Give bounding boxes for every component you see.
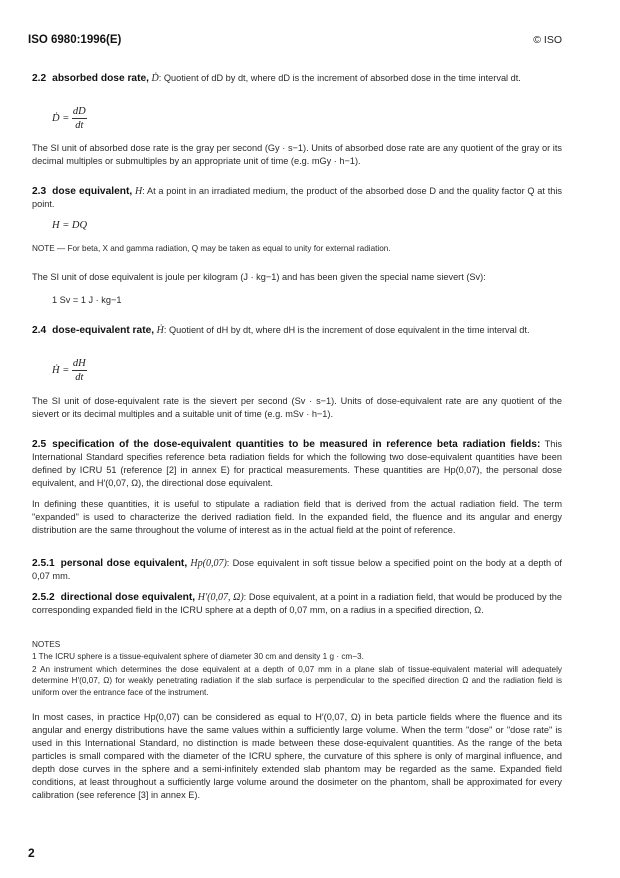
clause-number: 2.3	[32, 186, 47, 197]
document-id: ISO 6980:1996(E)	[28, 34, 122, 46]
paragraph-si-unit-dose-equivalent: The SI unit of dose equivalent is joule per kilogram (J · kg−1) and has been given the special name sievert (Sv):	[32, 272, 486, 282]
equation-numerator: dH	[72, 358, 86, 369]
notes-heading: NOTES	[32, 640, 61, 649]
clause-definition: : Dose equivalent, at a point in a radiation field, that would be produced by the corresponding expanded field in the ICRU sphere at a depth of 0,07 mm, on a radius in a specified direction, Ω.	[32, 592, 562, 615]
clause-number: 2.5.1	[32, 558, 55, 569]
paragraph-expanded-field: In defining these quantities, it is useful to stipulate a radiation field that is derived from the actual radiation field. The term "expanded" is used to characterize the derived radiation field. In the expanded field, the fluence and its angular and energy distribution are the same throughout the volume of interest as in the actual field at the point of reference.	[32, 499, 562, 535]
clause-2-2	[32, 72, 562, 85]
note-2-instrument: 2 An instrument which determines the dose equivalent at a depth of 0,07 mm in a plane slab of tissue-equivalent material will adequately determine H′(0,07, Ω) for weakly penetrating radiation if the slab surface is perpendicular to the specified direction Ω and the radiation field is uniform over the entrance face of the instrument.	[32, 665, 562, 697]
clause-title: dose-equivalent rate,	[52, 325, 155, 336]
equation-denominator: dt	[75, 120, 84, 131]
clause-symbol: H′(0,07, Ω)	[197, 592, 244, 603]
copyright-mark: © ISO	[533, 34, 562, 46]
equation-lhs: Ḣ =	[52, 364, 70, 376]
clause-2-5-2	[32, 591, 562, 617]
clause-definition: : Dose equivalent in soft tissue below a specified point on the body at a depth of 0,07 mm.	[32, 558, 562, 581]
clause-title: dose equivalent,	[52, 186, 133, 197]
clause-symbol: Hp(0,07)	[190, 558, 227, 569]
clause-2-4	[32, 324, 562, 337]
paragraph-si-unit-dose-equivalent-rate: The SI unit of dose-equivalent rate is the sievert per second (Sv · s−1). Units of dose-equivalent rate are any quotient of the sievert or its decimal multiples and a suitable unit of time (e.g. mSv · h−1).	[32, 396, 562, 419]
equation-denominator: dt	[75, 372, 84, 383]
clause-title: absorbed dose rate,	[52, 73, 149, 84]
clause-2-5	[32, 438, 562, 490]
equation-dose-equivalent-rate	[52, 358, 87, 383]
note-1-icru-sphere: 1 The ICRU sphere is a tissue-equivalent sphere of diameter 30 cm and density 1 g · cm−3.	[32, 652, 364, 661]
clause-definition: : Quotient of dD by dt, where dD is the increment of absorbed dose in the time interval dt.	[158, 73, 521, 83]
clause-number: 2.4	[32, 325, 47, 336]
clause-title: personal dose equivalent,	[60, 558, 188, 569]
equation-lhs: Ḋ =	[52, 112, 70, 124]
clause-2-5-1	[32, 557, 562, 583]
equation-dose-equivalent: H = DQ	[52, 220, 88, 231]
clause-body: This International Standard specifies reference beta radiation fields for which the following two dose-equivalent quantities have been defined by ICRU 51 (reference [2] in annex E) for practical measurements. These quantities are Hp(0,07), the personal dose equivalent, and H′(0,07, Ω), the directional dose equivalent.	[32, 439, 562, 488]
note-quality-factor: NOTE — For beta, X and gamma radiation, Q may be taken as equal to unity for external radiation.	[32, 244, 391, 253]
clause-symbol: Ḣ	[156, 325, 164, 336]
paragraph-beta-particle-fields: In most cases, in practice Hp(0,07) can be considered as equal to H′(0,07, Ω) in beta particle fields where the fluence and its angular and energy distributions have the same values within a sufficiently large volume. When the term "dose" or "dose rate" is used in this International Standard, no distinction is made between these dose-equivalent quantities. As the range of the beta particles is small compared with the diameter of the ICRU sphere, the curvature of this sphere is only of marginal influence, and depth dose curves in the sphere and a semi-infinitely extended slab phantom may be regarded as the same. Expanded field conditions, at least throughout a sufficiently large volume around the dosimeter on the phantom, shall be approximated for every calibration (see reference [3] in annex E).	[32, 712, 562, 800]
equation-numerator: dD	[72, 106, 86, 117]
clause-number: 2.5	[32, 439, 47, 450]
clause-definition: : Quotient of dH by dt, where dH is the increment of dose equivalent in the time interval dt.	[163, 325, 530, 335]
clause-number: 2.5.2	[32, 592, 55, 603]
clause-number: 2.2	[32, 73, 47, 84]
equation-sievert: 1 Sv = 1 J · kg−1	[52, 295, 122, 305]
equation-absorbed-dose-rate	[52, 106, 87, 131]
paragraph-si-unit-absorbed-dose-rate: The SI unit of absorbed dose rate is the gray per second (Gy · s−1). Units of absorbed dose rate are any quotient of the gray or its decimal multiples or submultiples by an appropriate unit of time (e.g. mGy · h−1).	[32, 143, 562, 166]
clause-symbol: H	[134, 186, 143, 197]
clause-title: specification of the dose-equivalent quantities to be measured in reference beta radiation fields:	[52, 439, 541, 450]
clause-2-3	[32, 185, 562, 211]
clause-definition: : At a point in an irradiated medium, the product of the absorbed dose D and the quality factor Q at this point.	[32, 186, 562, 209]
clause-symbol: Ḋ	[151, 73, 159, 84]
clause-title: directional dose equivalent,	[60, 592, 196, 603]
page-number: 2	[28, 846, 35, 860]
